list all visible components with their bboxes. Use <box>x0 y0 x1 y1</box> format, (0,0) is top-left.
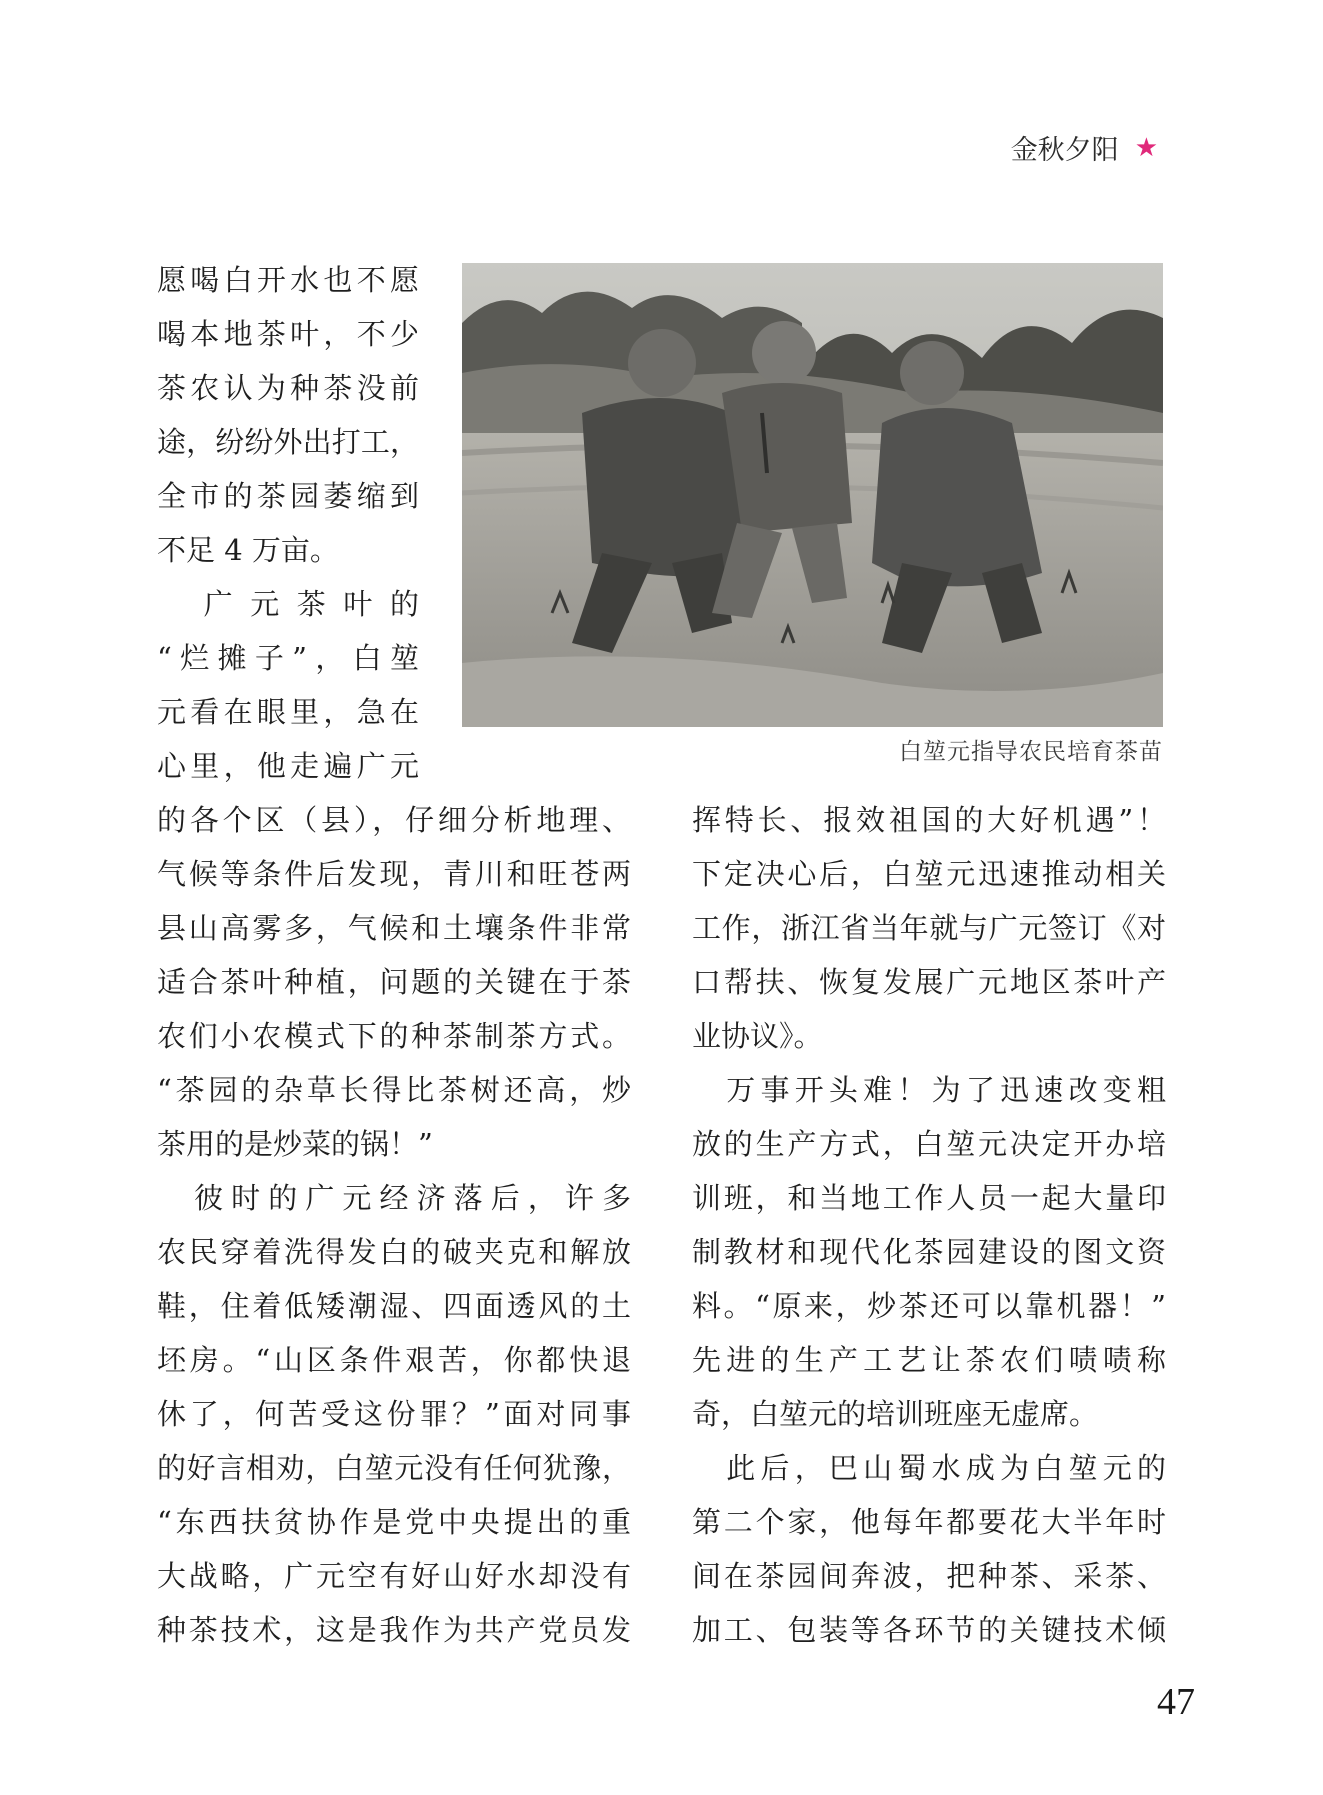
right-paragraph-2 <box>692 1063 1166 1441</box>
star-icon: ★ <box>1134 132 1158 163</box>
text-line: 的好言相劝，白堃元没有任何犹豫， <box>157 1451 631 1485</box>
text-line: 下定决心后，白堃元迅速推动相关 <box>692 857 1166 891</box>
text-line: 鞋，住着低矮潮湿、四面透风的土 <box>157 1289 631 1323</box>
text-line: 间在茶园间奔波，把种茶、采茶、 <box>692 1559 1166 1593</box>
text-line: 喝本地茶叶，不少 <box>157 317 419 351</box>
text-line: 口帮扶、恢复发展广元地区茶叶产 <box>692 965 1166 999</box>
text-line: 农们小农模式下的种茶制茶方式。 <box>157 1019 631 1053</box>
text-line: 不足 4 万亩。 <box>157 533 339 567</box>
text-line: 茶农认为种茶没前 <box>157 371 419 405</box>
photo-caption: 白堃元指导农民培育茶苗 <box>899 739 1163 765</box>
text-line: 县山高雾多，气候和土壤条件非常 <box>157 911 631 945</box>
text-line: 万事开头难！为了迅速改变粗 <box>692 1073 1166 1107</box>
text-line: 气候等条件后发现，青川和旺苍两 <box>157 857 631 891</box>
text-line: 途，纷纷外出打工， <box>157 425 419 459</box>
text-line: 种茶技术，这是我作为共产党员发 <box>157 1613 631 1647</box>
left-paragraph-2-continued <box>157 793 631 1171</box>
text-line: “烂摊子”，白堃 <box>157 641 419 675</box>
text-line: 愿喝白开水也不愿 <box>157 263 419 297</box>
text-line: 适合茶叶种植，问题的关键在于茶 <box>157 965 631 999</box>
text-line: 茶用的是炒菜的锅！” <box>157 1127 433 1161</box>
right-paragraph-3 <box>692 1441 1166 1657</box>
text-line: 挥特长、报效祖国的大好机遇”！ <box>692 803 1166 837</box>
right-paragraph-1 <box>692 793 1166 1063</box>
text-line: 放的生产方式，白堃元决定开办培 <box>692 1127 1166 1161</box>
text-line: 广元茶叶的 <box>157 587 419 621</box>
text-line: 加工、包装等各环节的关键技术倾 <box>692 1613 1166 1647</box>
page-number: 47 <box>1157 1681 1195 1723</box>
text-line: 大战略，广元空有好山好水却没有 <box>157 1559 631 1593</box>
text-line: 制教材和现代化茶园建设的图文资 <box>692 1235 1166 1269</box>
text-line: 先进的生产工艺让茶农们啧啧称 <box>692 1343 1166 1377</box>
text-line: “东西扶贫协作是党中央提出的重 <box>157 1505 631 1539</box>
text-line: 此后，巴山蜀水成为白堃元的 <box>692 1451 1166 1485</box>
running-header <box>1011 128 1158 167</box>
photo-tea-seedlings <box>462 263 1163 727</box>
text-line: 农民穿着洗得发白的破夹克和解放 <box>157 1235 631 1269</box>
left-paragraph-2 <box>157 577 419 793</box>
text-line: 工作，浙江省当年就与广元签订《对 <box>692 911 1166 945</box>
text-line: 休了，何苦受这份罪？”面对同事 <box>157 1397 631 1431</box>
text-line: 训班，和当地工作人员一起大量印 <box>692 1181 1166 1215</box>
text-line: “茶园的杂草长得比茶树还高，炒 <box>157 1073 631 1107</box>
left-paragraph-1 <box>157 253 419 577</box>
text-line: 心里，他走遍广元 <box>157 749 419 783</box>
text-line: 奇，白堃元的培训班座无虚席。 <box>692 1397 1099 1431</box>
left-paragraph-3 <box>157 1171 631 1657</box>
text-line: 业协议》。 <box>692 1019 823 1053</box>
text-line: 的各个区（县），仔细分析地理、 <box>157 803 631 837</box>
text-line: 第二个家，他每年都要花大半年时 <box>692 1505 1166 1539</box>
text-line: 彼时的广元经济落后，许多 <box>157 1181 631 1215</box>
text-line: 料。“原来，炒茶还可以靠机器！” <box>692 1289 1166 1323</box>
header-title: 金秋夕阳 <box>1010 135 1119 166</box>
text-line: 元看在眼里，急在 <box>157 695 419 729</box>
text-line: 全市的茶园萎缩到 <box>157 479 419 513</box>
text-line: 坯房。“山区条件艰苦，你都快退 <box>157 1343 631 1377</box>
